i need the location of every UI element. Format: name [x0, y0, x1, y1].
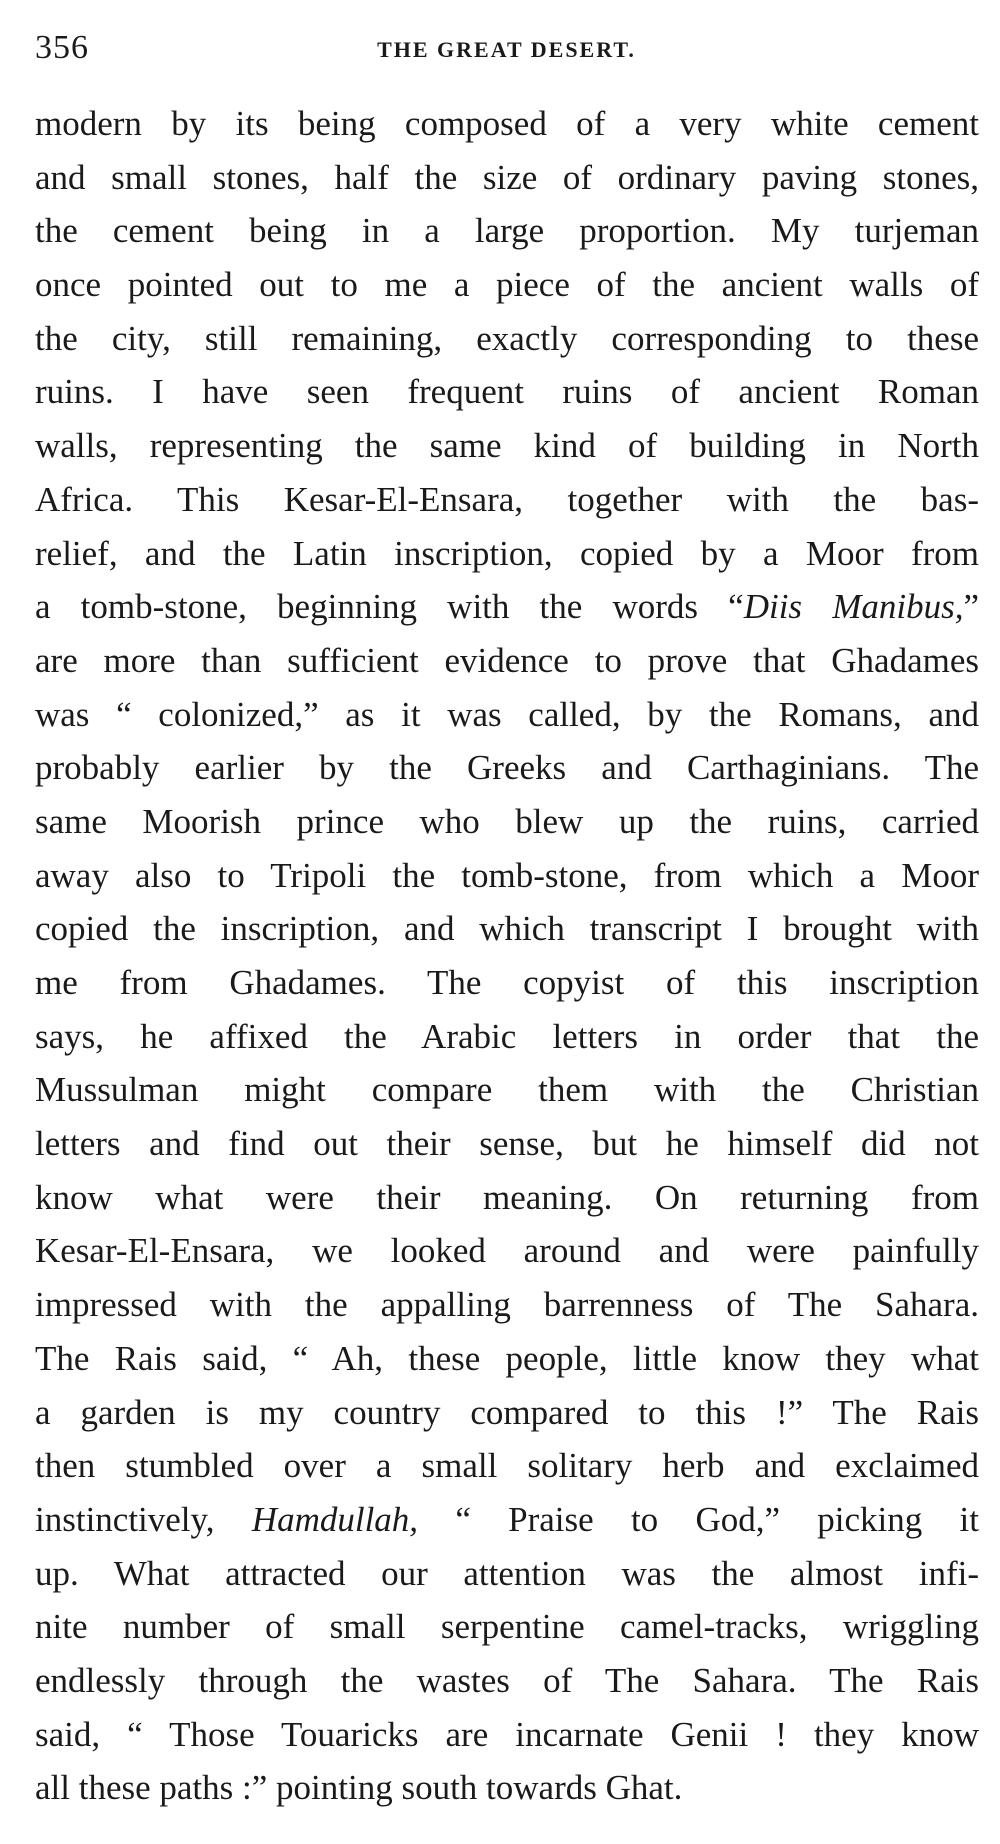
text-line: copied the inscription, and which transcript I brought with [35, 909, 979, 949]
text-line: modern by its being composed of a very white cement [35, 104, 979, 143]
text-line: all these paths :” pointing south towards Ghat. [35, 1768, 683, 1808]
text-line: and small stones, half the size of ordinary paving stones, [35, 157, 979, 197]
text-line: a garden is my country compared to this !” The Rais [35, 1392, 979, 1432]
text-line: says, he affixed the Arabic letters in order that the [35, 1016, 979, 1056]
body-text [35, 97, 979, 1815]
text-line: ruins. I have seen frequent ruins of ancient Roman [35, 372, 979, 412]
text-line: Mussulman might compare them with the Christian [35, 1070, 979, 1110]
italic-phrase: Diis Manibus, [743, 587, 964, 627]
text-line: said, “ Those Touaricks are incarnate Genii ! they know [35, 1714, 979, 1754]
text-line: the city, still remaining, exactly corresponding to these [35, 318, 979, 358]
text-line: was “ colonized,” as it was called, by the Romans, and [35, 694, 979, 734]
text-line: up. What attracted our attention was the almost infi- [35, 1553, 979, 1593]
text-line: Africa. This Kesar-El-Ensara, together with the bas- [35, 479, 979, 519]
text-line: The Rais said, “ Ah, these people, little know they what [35, 1338, 979, 1378]
text-line: letters and find out their sense, but he himself did not [35, 1124, 979, 1164]
italic-phrase: Hamdullah, [251, 1499, 419, 1539]
text-line: then stumbled over a small solitary herb and exclaimed [35, 1446, 979, 1486]
text-line: impressed with the appalling barrenness of The Sahara. [35, 1285, 979, 1325]
text-line: me from Ghadames. The copyist of this inscription [35, 963, 979, 1002]
text-line: once pointed out to me a piece of the ancient walls of [35, 265, 979, 305]
text-segment: “ Praise to God,” picking it [418, 1499, 979, 1539]
text-line: endlessly through the wastes of The Sahara. The Rais [35, 1660, 979, 1700]
text-line: are more than sufficient evidence to prove that Ghadames [35, 640, 979, 680]
page-number: 356 [35, 29, 89, 66]
text-line: nite number of small serpentine camel-tracks, wriggling [35, 1607, 979, 1647]
text-line: probably earlier by the Greeks and Carthaginians. The [35, 748, 979, 788]
text-line: relief, and the Latin inscription, copied by a Moor from [35, 533, 979, 573]
text-line: the cement being in a large proportion. My turjeman [35, 211, 979, 251]
text-line: walls, representing the same kind of building in North [35, 426, 979, 466]
text-line [35, 1493, 979, 1547]
text-line [35, 580, 979, 634]
text-line: away also to Tripoli the tomb-stone, from which a Moor [35, 855, 979, 895]
page-header [35, 26, 978, 76]
text-line: know what were their meaning. On returning from [35, 1177, 979, 1217]
text-line: same Moorish prince who blew up the ruins, carried [35, 801, 979, 841]
text-line: Kesar-El-Ensara, we looked around and were painfully [35, 1231, 979, 1271]
text-segment: ” [963, 587, 979, 627]
text-segment: a tomb-stone, beginning with the words “ [35, 587, 744, 627]
running-head: THE GREAT DESERT. [377, 37, 636, 62]
text-segment: instinctively, [35, 1499, 252, 1539]
